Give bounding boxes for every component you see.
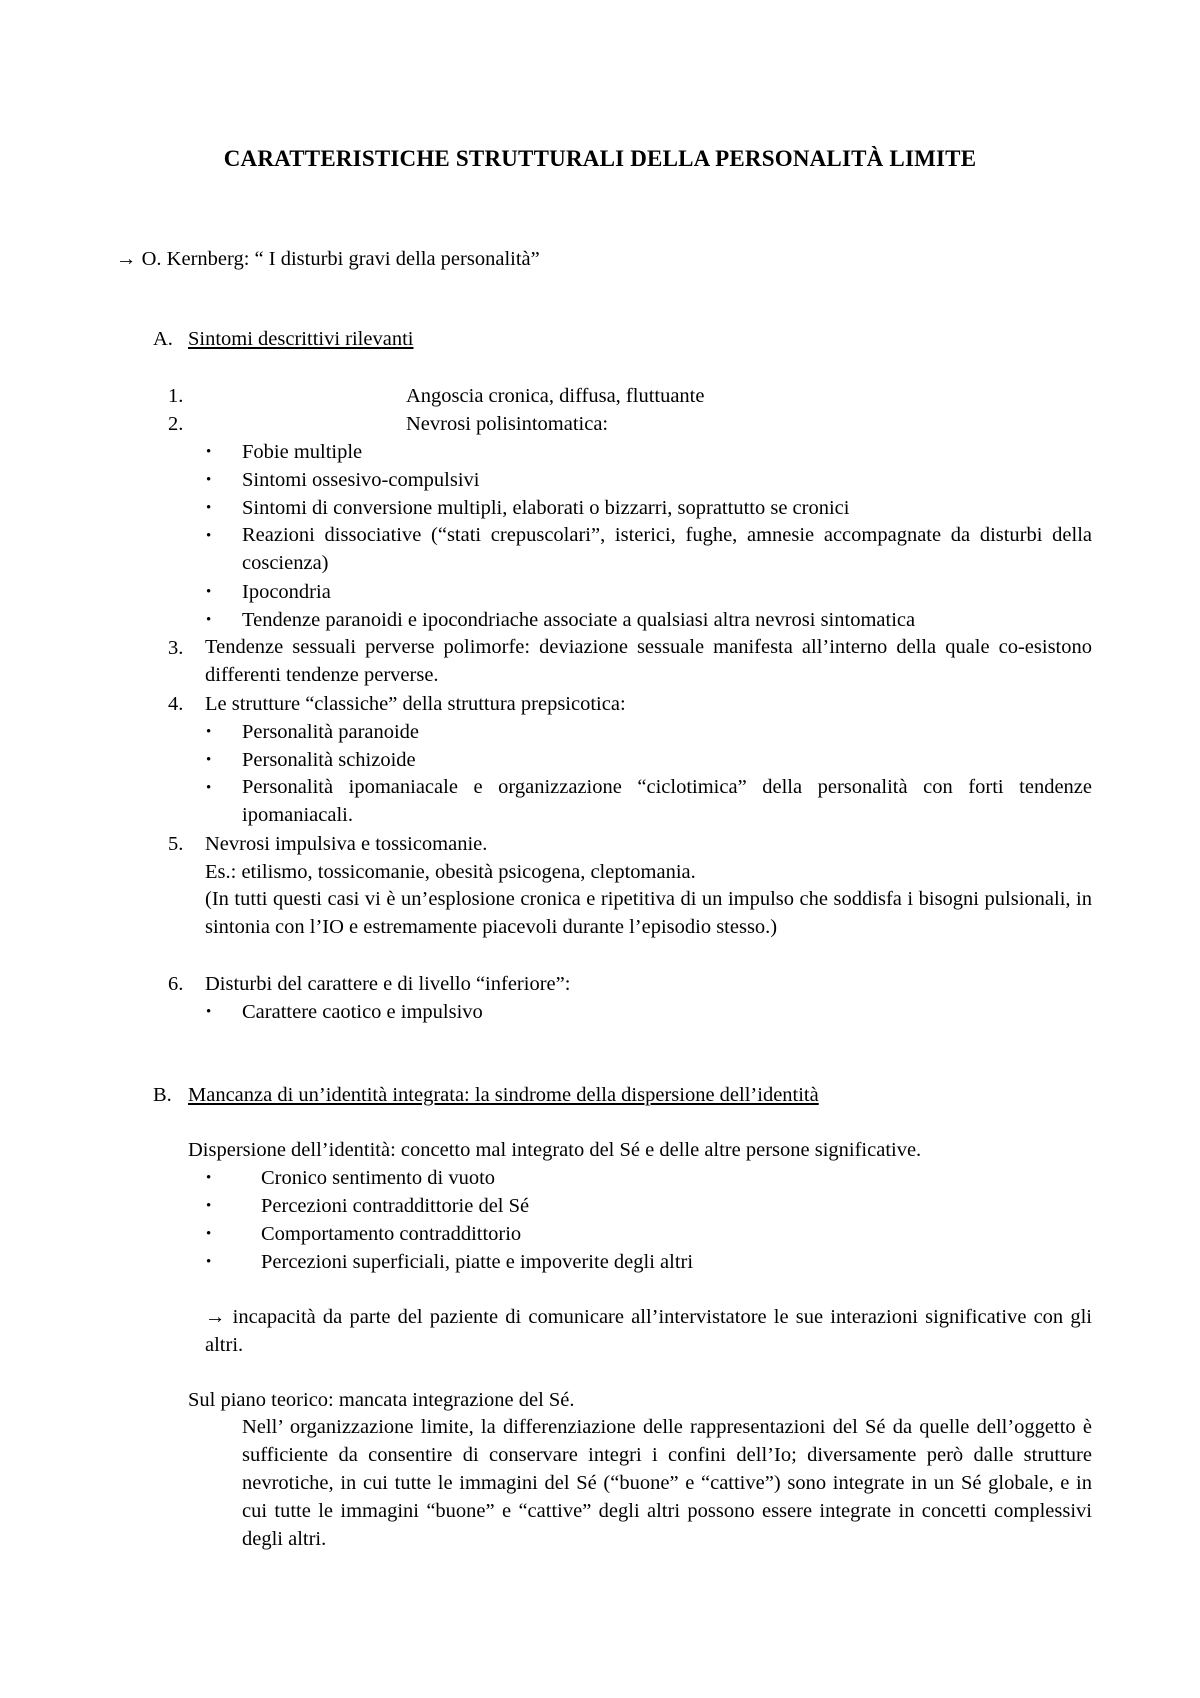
item-5-note: (In tutti questi casi vi è un’esplosione cronica e ripetitiva di un impulso che soddisfa i bisogni pulsionali, in sintonia con l’IO e estremamente piacevoli durante l’episodio stesso.) xyxy=(205,888,1092,938)
item-3-number: 3. xyxy=(168,637,184,659)
bullet-icon: • xyxy=(206,444,212,460)
list-item: Comportamento contraddittorio xyxy=(261,1223,522,1245)
bullet-icon: • xyxy=(206,1226,212,1242)
section-a-heading: Sintomi descrittivi rilevanti xyxy=(188,328,414,350)
list-item: Personalità schizoide xyxy=(242,749,416,771)
list-item: Cronico sentimento di vuoto xyxy=(261,1167,496,1189)
bullet-icon: • xyxy=(206,472,212,488)
list-item: Tendenze paranoidi e ipocondriache associate a qualsiasi altra nevrosi sintomatica xyxy=(242,609,916,631)
bullet-icon: • xyxy=(206,612,212,628)
section-b-letter: B. xyxy=(153,1084,172,1106)
bullet-icon: • xyxy=(206,528,212,544)
section-a-letter: A. xyxy=(153,328,173,350)
list-item: Personalità ipomaniacale e organizzazione “ciclotimica” della personalità con forti tendenze ipomaniacali. xyxy=(242,776,1092,826)
item-4-text: Le strutture “classiche” della struttura prepsicotica: xyxy=(205,693,626,715)
section-b-intro: Dispersione dell’identità: concetto mal integrato del Sé e delle altre persone significative. xyxy=(188,1139,922,1161)
bullet-icon: • xyxy=(206,1198,212,1214)
reference-text: O. Kernberg: “ I disturbi gravi della personalità” xyxy=(141,248,540,270)
list-item: Percezioni superficiali, piatte e impoverite degli altri xyxy=(261,1251,694,1273)
bullet-icon: • xyxy=(206,1170,212,1186)
bullet-icon: • xyxy=(206,584,212,600)
bullet-icon: • xyxy=(206,724,212,740)
consequence-paragraph xyxy=(205,1303,1092,1359)
list-item: Carattere caotico e impulsivo xyxy=(242,1001,483,1023)
item-5-text: Nevrosi impulsiva e tossicomanie. xyxy=(205,833,488,855)
item-2-number: 2. xyxy=(168,413,184,435)
item-3-text: Tendenze sessuali perverse polimorfe: deviazione sessuale manifesta all’interno della quale co-esistono differenti tendenze perverse. xyxy=(205,636,1092,686)
list-item: Fobie multiple xyxy=(242,441,363,463)
page-title: CARATTERISTICHE STRUTTURALI DELLA PERSONALITÀ LIMITE xyxy=(223,146,977,171)
consequence-text: incapacità da parte del paziente di comunicare all’intervistatore le sue interazioni significative con gli altri. xyxy=(205,1306,1092,1356)
bullet-icon: • xyxy=(206,1254,212,1270)
bullet-icon: • xyxy=(206,752,212,768)
list-item: Personalità paranoide xyxy=(242,721,420,743)
theory-heading: Sul piano teorico: mancata integrazione del Sé. xyxy=(188,1389,575,1411)
arrow-right-icon: → xyxy=(205,1306,226,1328)
list-item: Sintomi di conversione multipli, elaborati o bizzarri, soprattutto se cronici xyxy=(242,497,850,519)
item-4-number: 4. xyxy=(168,693,184,715)
bullet-icon: • xyxy=(206,1004,212,1020)
bullet-icon: • xyxy=(206,780,212,796)
item-5-number: 5. xyxy=(168,833,184,855)
item-1-number: 1. xyxy=(168,385,184,407)
item-6-number: 6. xyxy=(168,973,184,995)
item-5-example: Es.: etilismo, tossicomanie, obesità psicogena, cleptomania. xyxy=(205,861,696,883)
list-item: Sintomi ossesivo-compulsivi xyxy=(242,469,480,491)
list-item: Reazioni dissociative (“stati crepuscolari”, isterici, fughe, amnesie accompagnate da disturbi della coscienza) xyxy=(242,524,1092,574)
item-1-text: Angoscia cronica, diffusa, fluttuante xyxy=(406,385,705,407)
item-6-text: Disturbi del carattere e di livello “inferiore”: xyxy=(205,973,571,995)
item-2-text: Nevrosi polisintomatica: xyxy=(406,413,609,435)
list-item: Percezioni contraddittorie del Sé xyxy=(261,1195,530,1217)
section-b-heading: Mancanza di un’identità integrata: la sindrome della dispersione dell’identità xyxy=(188,1084,819,1106)
theory-paragraph: Nell’ organizzazione limite, la differenziazione delle rappresentazioni del Sé da quelle dell’oggetto è sufficiente da consentire di conservare integri i confini dell’Io; diversamente però dalle strutture nevrotiche, in cui tutte le immagini del Sé (“buone” e “cattive”) sono integrate in un Sé globale, e in cui tutte le immagini “buone” e “cattive” degli altri possono essere integrate in concetti complessivi degli altri. xyxy=(242,1416,1092,1550)
arrow-right-icon: → xyxy=(116,248,137,270)
bullet-icon: • xyxy=(206,500,212,516)
list-item: Ipocondria xyxy=(242,581,331,603)
reference-line xyxy=(116,246,540,272)
